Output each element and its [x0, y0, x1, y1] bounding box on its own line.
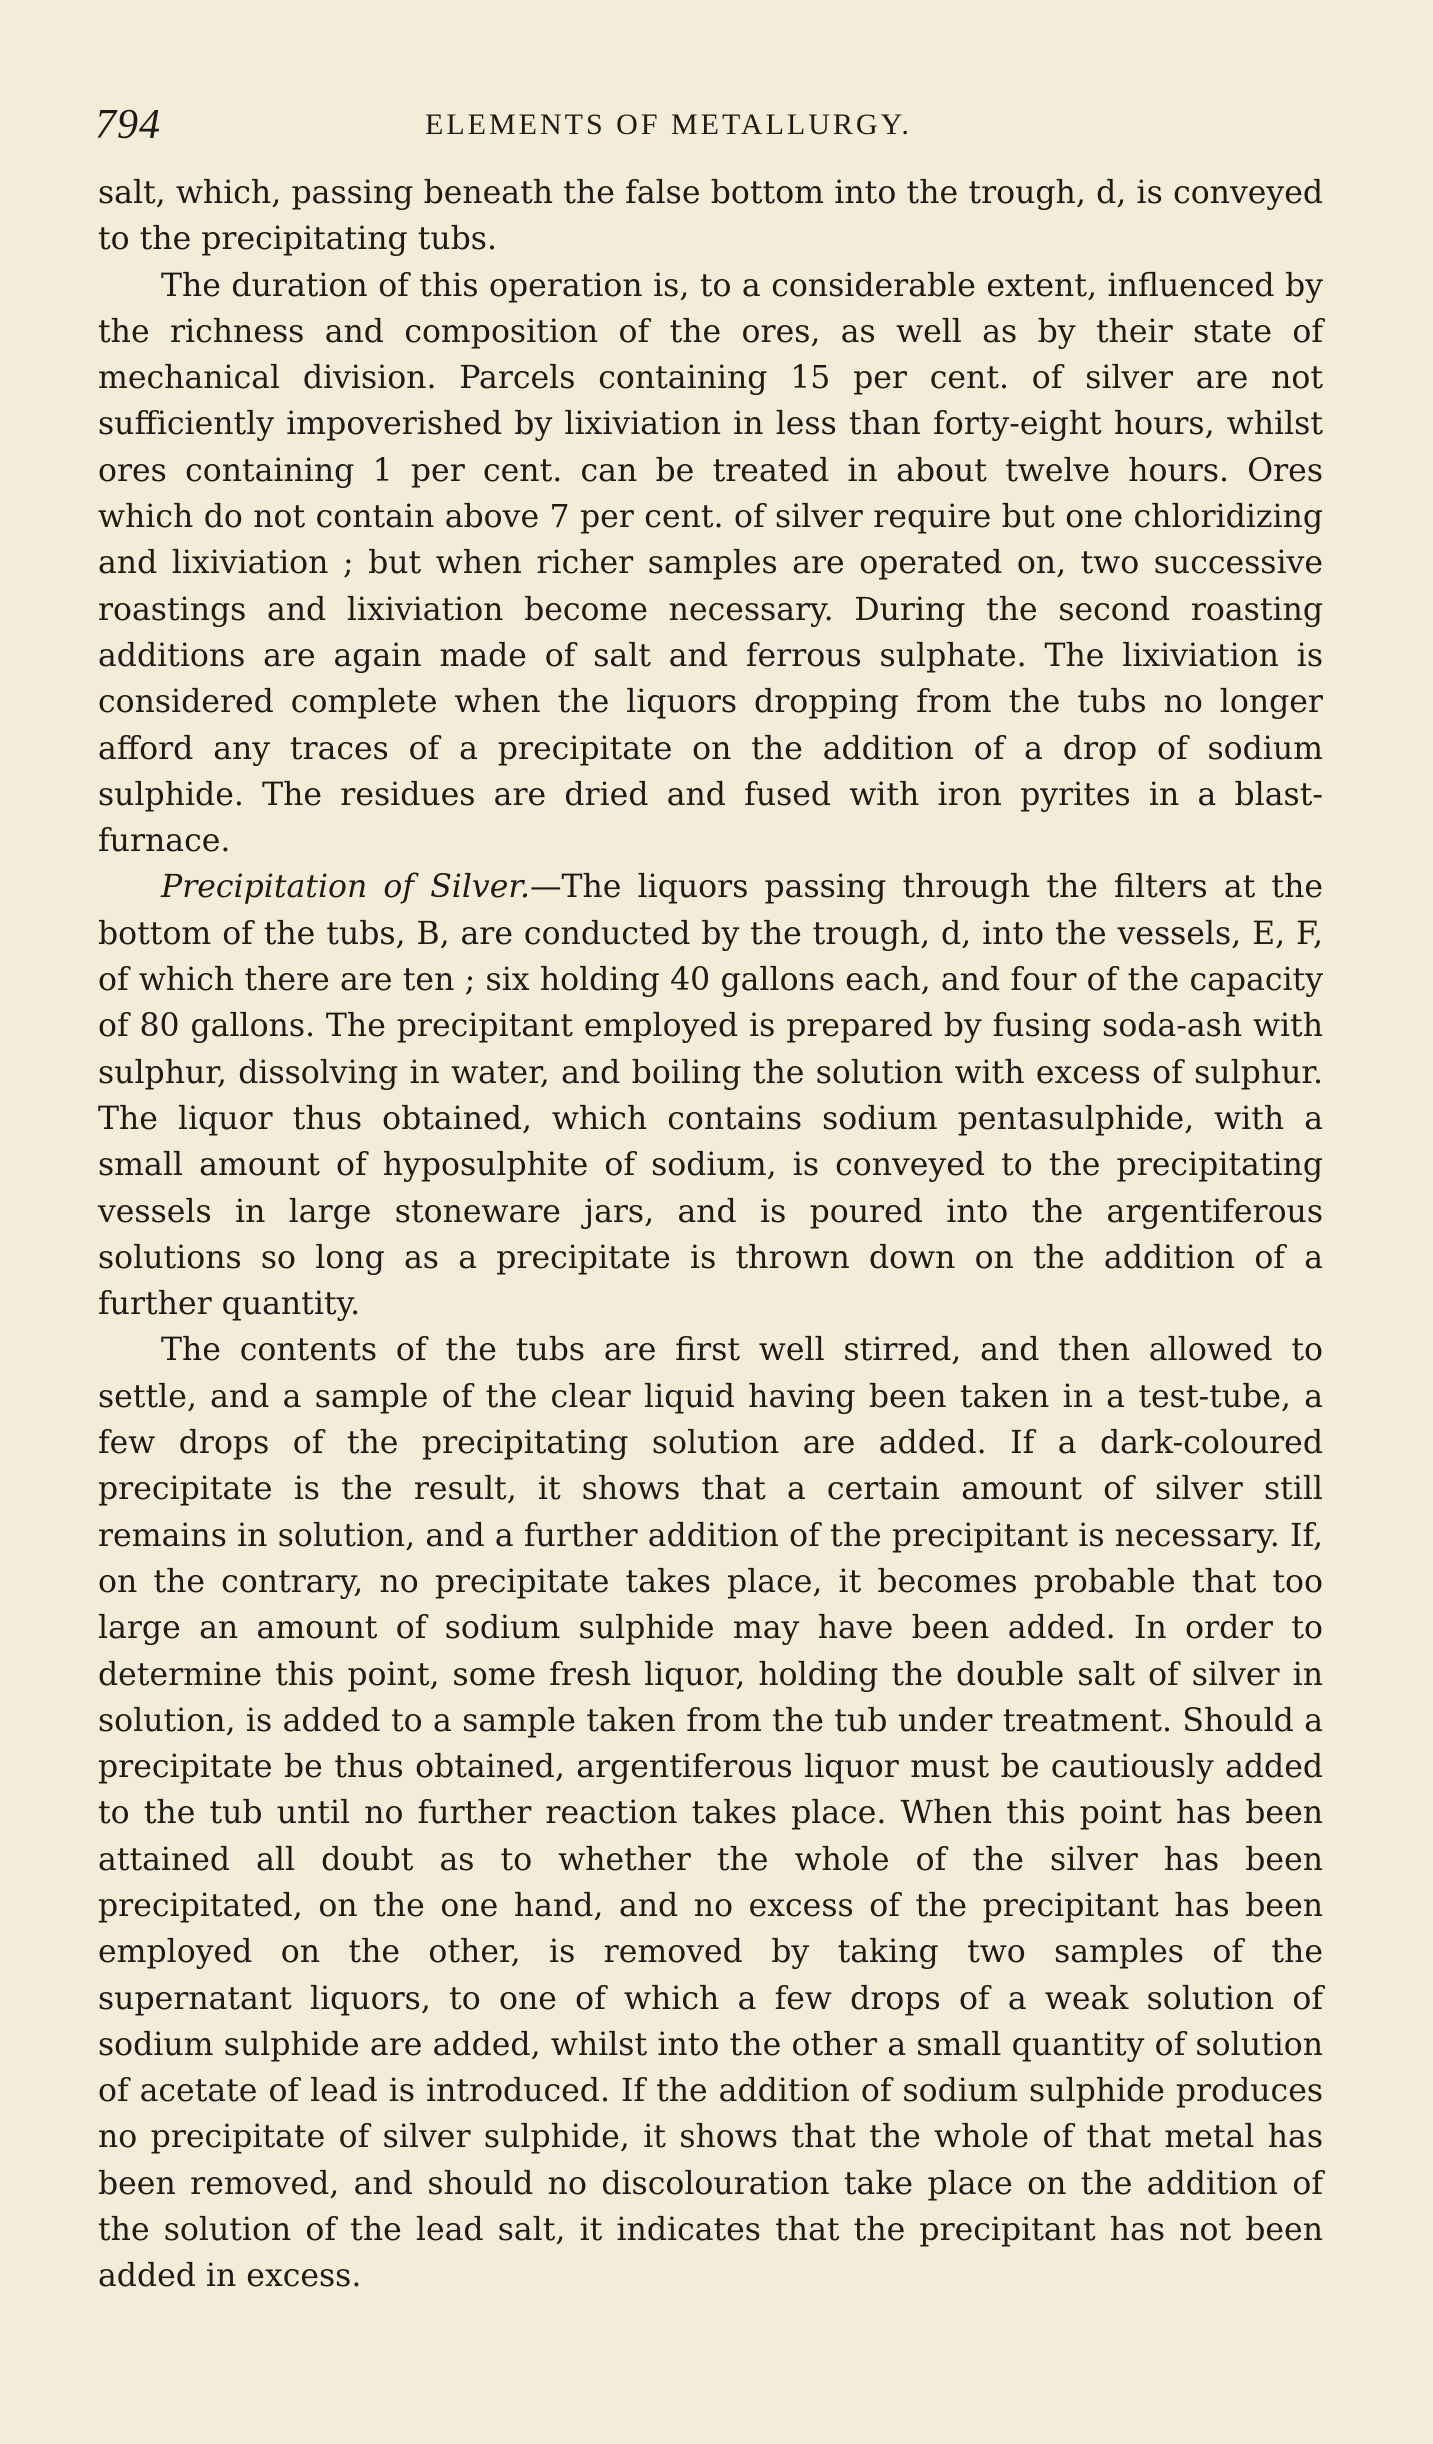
body-text [98, 170, 1323, 2300]
paragraph-precipitation-text: —The liquors passing through the filters at the bottom of the tubs, B, are conducted by the trough, d, into the vessels, E, F, of which there are ten ; six holding 40 gallons each, and four of the capacity of 80 gallons. The precipitant employed is prepared by fusing soda-ash with sulphur, dissolving in water, and boiling the solution with excess of sulphur. The liquor thus obtained, which contains sodium pentasulphide, with a small amount of hyposulphite of sodium, is conveyed to the precipitating vessels in large stoneware jars, and is poured into the argentiferous solutions so long as a precipitate is thrown down on the addition of a further quantity. [98, 869, 1323, 1323]
running-head: ELEMENTS OF METALLURGY. [425, 108, 912, 141]
paragraph-duration: The duration of this operation is, to a considerable extent, influenced by the richness and composition of the ores, as well as by their state of mechanical division. Parcels containing 15 per cent. of silver are not sufficiently impoverished by lixiviation in less than forty-eight hours, whilst ores containing 1 per cent. can be treated in about twelve hours. Ores which do not contain above 7 per cent. of silver require but one chloridizing and lixiviation ; but when richer samples are operated on, two successive roastings and lixiviation become necessary. During the second roasting additions are again made of salt and ferrous sulphate. The lixiviation is considered complete when the liquors dropping from the tubs no longer afford any traces of a precipitate on the addition of a drop of sodium sulphide. The residues are dried and fused with iron pyrites in a blast-furnace. [98, 267, 1323, 860]
section-lead-in: Precipitation of Silver. [161, 869, 530, 906]
paragraph-precipitation [98, 864, 1323, 1327]
paragraph-continuation: salt, which, passing beneath the false bottom into the trough, d, is conveyed to the precipitating tubs. [98, 175, 1323, 258]
page-number: 794 [95, 102, 161, 148]
page-header [95, 95, 1325, 155]
paragraph-contents: The contents of the tubs are first well stirred, and then allowed to settle, and a sample of the clear liquid having been taken in a test-tube, a few drops of the precipitating solution are added. If a dark-coloured precipitate is the result, it shows that a certain amount of silver still remains in solution, and a further addition of the precipitant is necessary. If, on the contrary, no precipitate takes place, it becomes probable that too large an amount of sodium sulphide may have been added. In order to determine this point, some fresh liquor, holding the double salt of silver in solution, is added to a sample taken from the tub under treatment. Should a precipitate be thus obtained, argentiferous liquor must be cautiously added to the tub until no further reaction takes place. When this point has been attained all doubt as to whether the whole of the silver has been precipitated, on the one hand, and no excess of the precipitant has been employed on the other, is removed by taking two samples of the supernatant liquors, to one of which a few drops of a weak solution of sodium sulphide are added, whilst into the other a small quantity of solution of acetate of lead is introduced. If the addition of sodium sulphide produces no precipitate of silver sulphide, it shows that the whole of that metal has been removed, and should no discolouration take place on the addition of the solution of the lead salt, it indicates that the precipitant has not been added in excess. [98, 1332, 1323, 2295]
